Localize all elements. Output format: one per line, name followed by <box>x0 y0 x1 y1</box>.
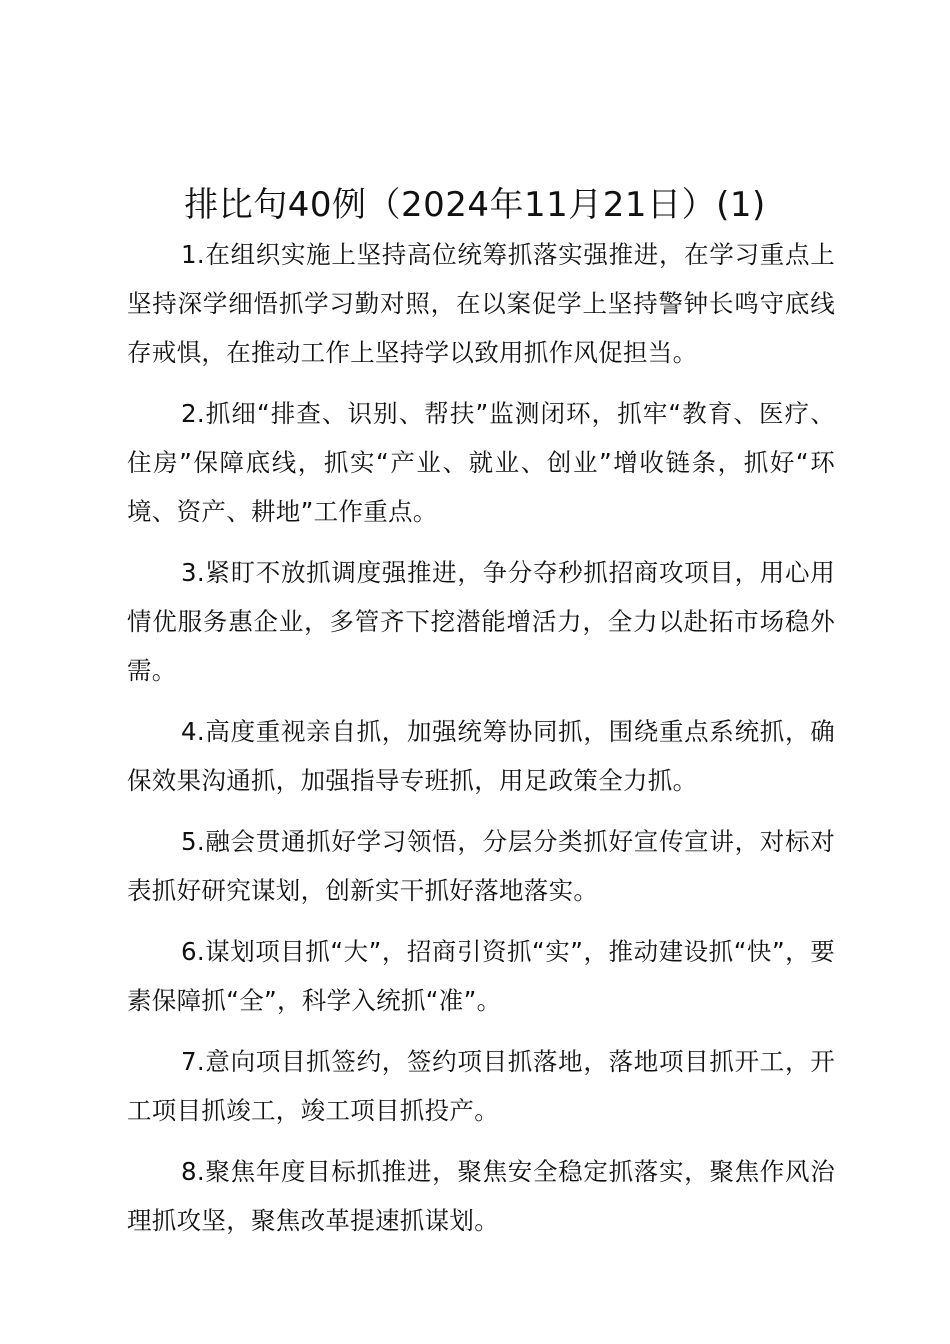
paragraph-2: 2.抓细“排查、识别、帮扶”监测闭环，抓牢“教育、医疗、住房”保障底线，抓实“产业、就业、创业”增收链条，抓好“环境、资产、耕地”工作重点。 <box>127 399 835 526</box>
paragraph-1: 1.在组织实施上坚持高位统筹抓落实强推进，在学习重点上坚持深学细悟抓学习勤对照，在以案促学上坚持警钟长鸣守底线存戒惧，在推动工作上坚持学以致用抓作风促担当。 <box>127 240 835 367</box>
paragraph-3: 3.紧盯不放抓调度强推进，争分夺秒抓招商攻项目，用心用情优服务惠企业，多管齐下挖潜能增活力，全力以赴拓市场稳外需。 <box>127 558 835 685</box>
document-body <box>127 230 835 1257</box>
paragraph-5: 5.融会贯通抓好学习领悟，分层分类抓好宣传宣讲，对标对表抓好研究谋划，创新实干抓好落地落实。 <box>127 827 835 905</box>
paragraph-4: 4.高度重视亲自抓，加强统筹协同抓，围绕重点系统抓，确保效果沟通抓，加强指导专班抓，用足政策全力抓。 <box>127 717 835 795</box>
document-title: 排比句40例（2024年11月21日）(1) <box>184 185 766 225</box>
paragraph-7: 7.意向项目抓签约，签约项目抓落地，落地项目抓开工，开工项目抓竣工，竣工项目抓投产。 <box>127 1047 835 1125</box>
paragraph-8: 8.聚焦年度目标抓推进，聚焦安全稳定抓落实，聚焦作风治理抓攻坚，聚焦改革提速抓谋划。 <box>127 1157 835 1235</box>
paragraph-6: 6.谋划项目抓“大”，招商引资抓“实”，推动建设抓“快”，要素保障抓“全”，科学入统抓“准”。 <box>127 937 835 1015</box>
